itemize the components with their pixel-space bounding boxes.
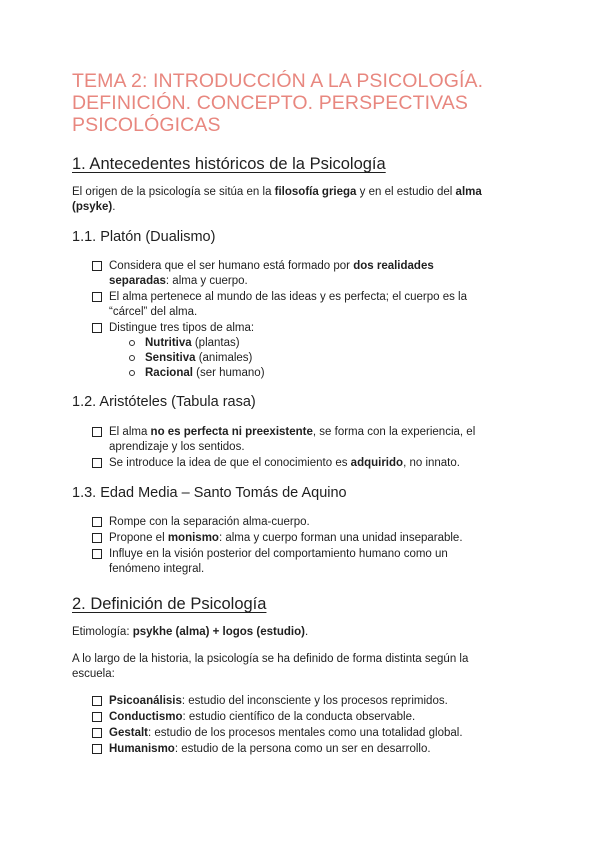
bullet-circle-icon xyxy=(129,340,135,346)
checkbox[interactable] xyxy=(92,696,102,706)
etymology-paragraph: Etimología: psykhe (alma) + logos (estudio). xyxy=(72,626,309,638)
checkbox[interactable] xyxy=(92,292,102,302)
section-1-heading: 1. Antecedentes históricos de la Psicología xyxy=(72,155,386,173)
title-line-2: DEFINICIÓN. CONCEPTO. PERSPECTIVAS xyxy=(72,92,468,114)
page-title xyxy=(72,70,542,136)
checkbox[interactable] xyxy=(92,261,102,271)
checkbox[interactable] xyxy=(92,517,102,527)
title-line-1: TEMA 2: INTRODUCCIÓN A LA PSICOLOGÍA. xyxy=(72,70,484,92)
checkbox[interactable] xyxy=(92,533,102,543)
checkbox[interactable] xyxy=(92,427,102,437)
document-page: TEMA 2: INTRODUCCIÓN A LA PSICOLOGÍA. DEFINICIÓN. CONCEPTO. PERSPECTIVAS PSICOLÓGICAS 1. Antecedentes históricos de la Psicología El origen de la psicología se sitúa en la filosofía griega y en el estudio del alma (psyke). 1.1. Platón (Dualismo) Considera que el ser humano está formado por dos realidades separadas: alma y cuerpo. El alma pertenece al mundo de las ideas y es perfecta; el cuerpo es la “cárcel” del alma. Distingue tres tipos de alma: Nutritiva (plantas) Sensitiva (animales) Racional (ser humano) 1.2. Aristóteles (Tabula rasa) El alma no es perfecta ni preexistente, se forma con la experiencia, el aprendizaje y los sentidos. Se introduce la idea de que el conocimiento es adquirido, no innato. 1.3. Edad Media – Santo Tomás de Aquino Rompe con la separación alma-cuerpo. Propone el monismo: alma y cuerpo forman una unidad inseparable. Influye en la visión posterior del comportamiento humano como un fenómeno integral. 2. Definición de Psicología Etimología: psykhe (alma) + logos (estudio). A lo largo de la historia, la psicología se ha definido de forma distinta según la escuela: Psicoanálisis: estudio del inconsciente y los procesos reprimidos. Conductismo: estudio científico de la conducta observable. Gestalt: estudio de los procesos mentales como una totalidad global. Humanismo: estudio de la persona como un ser en desarrollo. xyxy=(0,0,600,848)
checkbox[interactable] xyxy=(92,744,102,754)
bullet-circle-icon xyxy=(129,370,135,376)
subsection-edad-media-heading: 1.3. Edad Media – Santo Tomás de Aquino xyxy=(72,485,347,501)
subsection-aristoteles-heading: 1.2. Aristóteles (Tabula rasa) xyxy=(72,394,256,410)
checkbox[interactable] xyxy=(92,728,102,738)
section-2-intro: A lo largo de la historia, la psicología se ha definido de forma distinta según la escuela: xyxy=(72,653,469,680)
subsection-platon-heading: 1.1. Platón (Dualismo) xyxy=(72,229,216,245)
checkbox[interactable] xyxy=(92,712,102,722)
checkbox[interactable] xyxy=(92,549,102,559)
checkbox[interactable] xyxy=(92,458,102,468)
checkbox[interactable] xyxy=(92,323,102,333)
section-2-heading: 2. Definición de Psicología xyxy=(72,595,267,613)
title-line-3: PSICOLÓGICAS xyxy=(72,114,221,136)
section-1-intro: El origen de la psicología se sitúa en la filosofía griega y en el estudio del alma (psyke). xyxy=(72,186,482,213)
bullet-circle-icon xyxy=(129,355,135,361)
